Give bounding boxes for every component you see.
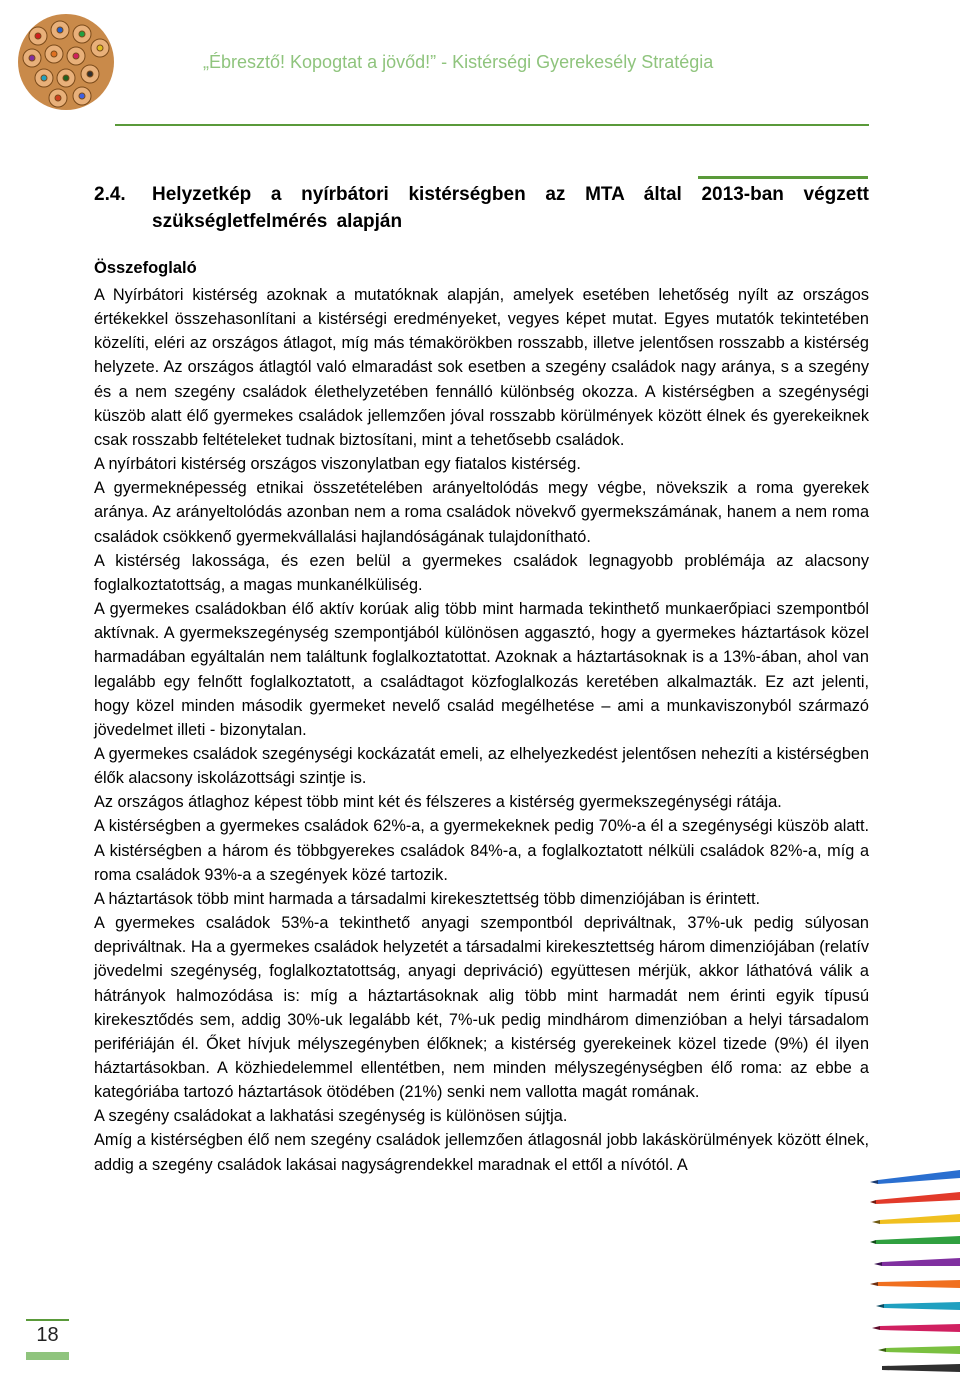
section-number: 2.4. — [94, 184, 126, 205]
heading-accent-bar — [698, 176, 868, 179]
summary-paragraph: A gyermekes családokban élő aktív korúak alig több mint harmada tekinthető munkaerőpiaci szempontból aktívnak. A gyermekszegénység szempontjából különösen aggasztó, hogy a gyermekes háztartások közel harmadában egyáltalán nem találtunk foglalkoztatottat. Azoknak a háztartásoknak is a 13%-ában, ahol van legalább egy felnőtt foglalkoztatott, a családtagot közfoglalkozás keretében alkalmazták. Ez azt jelenti, hogy közel minden második gyermeket nevelő család megélhetése – ami a munkaviszonyból származó jövedelmet illeti - bizonytalan. — [94, 600, 869, 739]
header-divider — [115, 124, 869, 126]
summary-paragraph: Amíg a kistérségben élő nem szegény családok jellemzően átlagosnál jobb lakáskörülmények között élnek, addig a szegény családok lakásai nagyságrendekkel maradnak el ettől a nívótól. A — [94, 1131, 869, 1174]
section-heading — [94, 181, 869, 235]
summary-paragraph: A gyermeknépesség etnikai összetételében arányeltolódás megy végbe, növekszik a roma gyerekek aránya. Az arányeltolódás azonban nem a roma családok növekvő gyermekszámának, hanem a nem roma családok csökkenő gyermekvállalási hajlandóságának tulajdonítható. — [94, 479, 869, 546]
summary-heading: Összefoglaló — [94, 259, 197, 277]
page-number-bar — [26, 1352, 69, 1360]
summary-paragraph: A Nyírbátori kistérség azoknak a mutatóknak alapján, amelyek esetében lehetőség nyílt az országos értékekkel összehasonlítani a kistérségi eredményeket, vegyes képet mutat. Egyes mutatók tekintetében közelíti, eléri az országos átlagot, míg más témakörökben rosszabb, illetve jelentősen rosszabb a kistérség helyzete. Az országos átlagtól való elmaradást sok esetben a szegény családok nagy aránya, s a szegény és a nem szegény családok élethelyzetében fennálló különbség okozza. A kistérségben a szegénységi küszöb alatt élő gyermekes családok jellemzően jóval rosszabb körülmények között élnek és gyerekeiknek csak rosszabb feltételeket tudnak biztosítani, mint a tehetősebb családok. — [94, 286, 869, 449]
summary-paragraph: A szegény családokat a lakhatási szegénység is különösen sújtja. — [94, 1107, 568, 1126]
summary-paragraph: A kistérség lakossága, és ezen belül a gyermekes családok legnagyobb problémája az alacsony foglalkoztatottság, a magas munkanélküliség. — [94, 551, 869, 594]
summary-paragraph: A gyermekes családok 53%-a tekinthető anyagi szempontból depriváltnak, 37%-uk pedig súlyosan depriváltnak. Ha a gyermekes családok helyzetét a társadalmi kirekesztettség három dimenziójában (relatív jövedelmi szegénység, foglalkoztatottság, anyagi depriváció) együttesen mérjük, akkor láthatóvá válik a hátrányok halmozódása is: míg a háztartásoknak alig több mint harmadát nem érinti egyik típusú kirekesztődés sem, addig 30%-uk legalább két, 7%-uk pedig mindhárom dimenzióban a helyi társadalom perifériáján él. Őket hívjuk mélyszegényben élőknek; a kistérség gyerekeinek közel tizede (9%) él ilyen háztartásokban. A közhiedelemmel ellentétben, nem minden mélyszegénységben élő roma: az ebbe a kategóriába tartozó háztartások ötödében (21%) senki nem vallotta magát romának. — [94, 914, 869, 1102]
header-title: „Ébresztő! Kopogtat a jövőd!” - Kistérségi Gyerekesély Stratégia — [203, 52, 714, 72]
summary-paragraph: Az országos átlaghoz képest több mint két és félszeres a kistérség gyermekszegénységi rátája. — [94, 793, 782, 812]
page-number: 18 — [36, 1324, 59, 1346]
section-title: Helyzetkép a nyírbátori kistérségben az MTA által 2013-ban végzett szükségletfelmérés alapján — [152, 184, 869, 232]
pencils-logo-icon — [18, 14, 114, 110]
summary-paragraph: A kistérségben a gyermekes családok 62%-a, a gyermekeknek pedig 70%-a él a szegénységi küszöb alatt. A kistérségben a három és többgyerekes családok 84%-a, a foglalkoztatott nélküli családok 82%-a, míg a roma családok 93%-a a szegények közé tartozik. — [94, 817, 869, 884]
colored-pencils-icon — [870, 1170, 960, 1373]
summary-paragraph: A háztartások több mint harmada a társadalmi kirekesztettség több dimenziójában is érintett. — [94, 889, 761, 908]
summary-paragraph: A gyermekes családok szegénységi kockázatát emeli, az elhelyezkedést jelentősen nehezíti a kistérségben élők alacsony iskolázottsági szintje is. — [94, 744, 869, 788]
page-number-rule — [26, 1319, 69, 1321]
summary-paragraph: A nyírbátori kistérség országos viszonylatban egy fiatalos kistérség. — [94, 455, 581, 474]
summary-body — [94, 283, 869, 1177]
